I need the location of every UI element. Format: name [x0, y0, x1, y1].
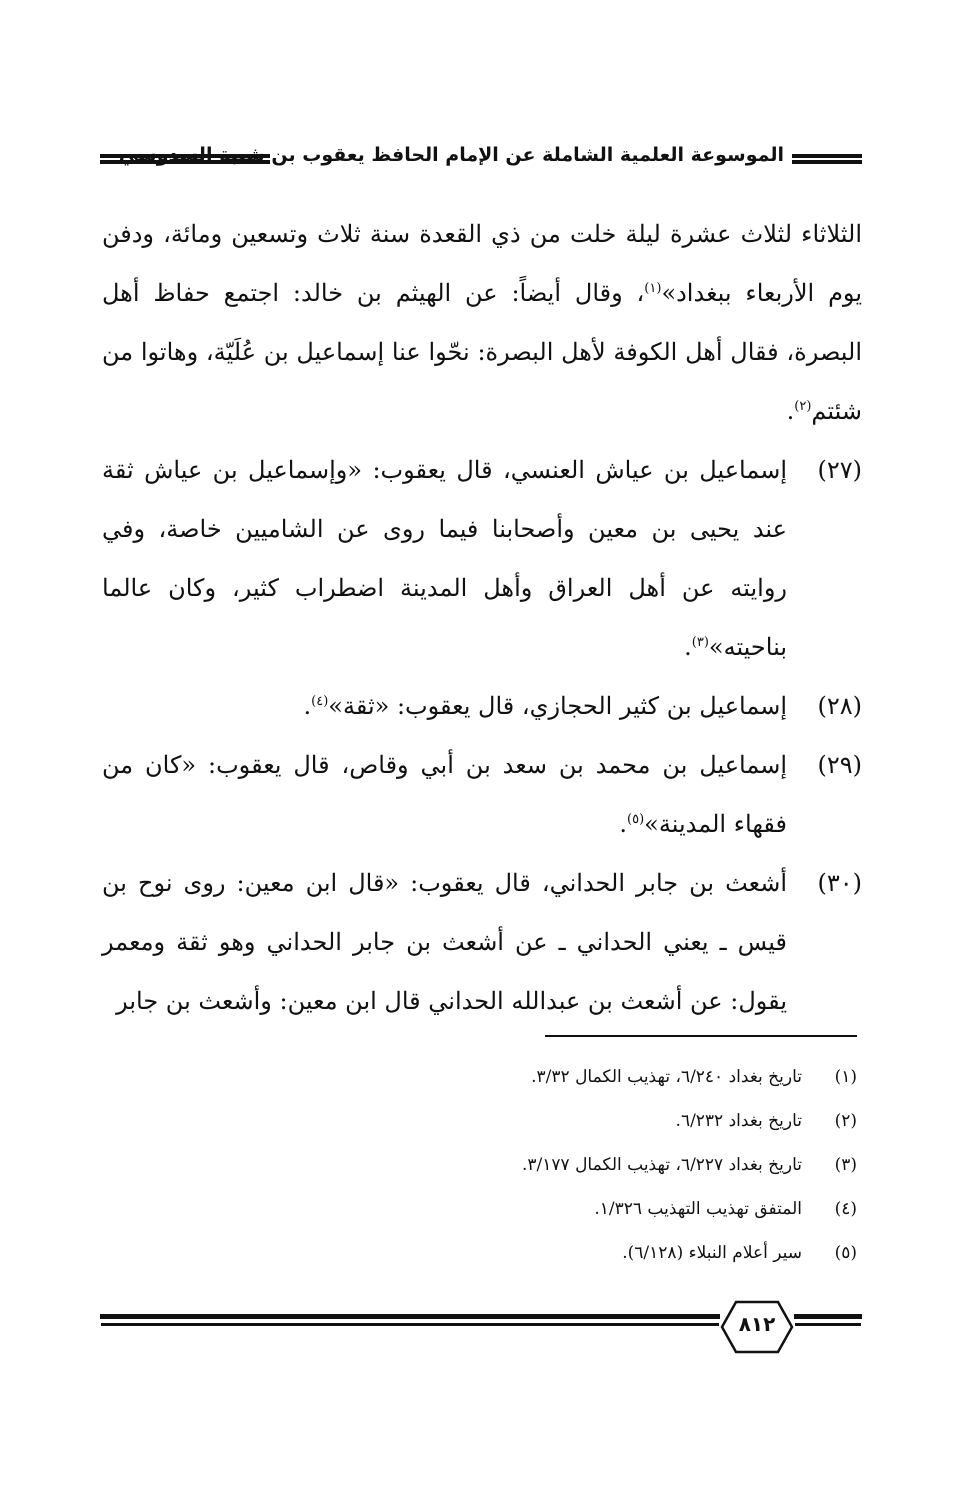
page-number: ٨١٢ [738, 1312, 776, 1336]
intro-paragraph [102, 205, 862, 441]
footnote-number: (١) [834, 1067, 857, 1087]
footnote-text: المتفق تهذيب التهذيب ١/٣٢٦. [594, 1199, 802, 1219]
footnote-ref: (٥) [627, 812, 645, 827]
footnote-ref: (٢) [794, 399, 812, 414]
footnote-ref: (١) [644, 281, 662, 296]
header-title: الموسوعة العلمية الشاملة عن الإمام الحافظ يعقوب بن شيبة السدوسي [118, 144, 784, 166]
entry-29 [102, 736, 862, 854]
page-footer [100, 1298, 862, 1358]
footnote-item [257, 1143, 857, 1187]
footnote-item [257, 1099, 857, 1143]
intro-text: الثلاثاء لثلاث عشرة ليلة خلت من ذي القعدة سنة ثلاث وتسعين ومائة، ودفن يوم الأربعاء ببغداد» [102, 220, 863, 307]
entry-body: أشعث بن جابر الحداني، قال يعقوب: «قال ابن معين: روى نوح بن قيس ـ يعني الحداني ـ عن أشعث بن جابر الحداني وهو ثقة ومعمر يقول: عن أشعث بن عبدالله الحداني قال ابن معين: وأشعث بن جابر [102, 869, 788, 1015]
entry-30 [102, 854, 862, 1031]
entry-28 [102, 677, 862, 736]
entry-number: (٢٧) [817, 456, 862, 484]
footnote-ref: (٣) [691, 635, 709, 650]
footnote-item [257, 1231, 857, 1275]
entry-number: (٢٨) [817, 692, 862, 720]
footnote-ref: (٤) [311, 694, 329, 709]
entry-body: إسماعيل بن كثير الحجازي، قال يعقوب: «ثقة» [328, 692, 787, 720]
entry-text [102, 441, 787, 677]
page-number-badge [720, 1298, 794, 1356]
footnote-number: (٢) [834, 1111, 857, 1131]
entry-body: إسماعيل بن محمد بن سعد بن أبي وقاص، قال يعقوب: «كان من فقهاء المدينة» [102, 751, 787, 838]
footnote-number: (٥) [834, 1243, 857, 1263]
entry-end: . [303, 692, 312, 720]
footnote-text: تاريخ بغداد ٦/٢٣٢. [675, 1111, 802, 1131]
footnotes [257, 1055, 857, 1275]
entry-27 [102, 441, 862, 677]
entry-end: . [684, 633, 692, 661]
footnote-number: (٤) [834, 1199, 857, 1219]
entry-end: . [619, 810, 628, 838]
entry-number: (٢٩) [817, 751, 862, 779]
main-text [102, 205, 862, 1031]
footnote-text: تاريخ بغداد ٦/٢٢٧، تهذيب الكمال ٣/١٧٧. [522, 1155, 802, 1175]
footnote-item [257, 1187, 857, 1231]
footer-rule [794, 1314, 862, 1319]
entry-text [102, 677, 787, 736]
entry-text [102, 736, 787, 854]
footnote-separator [545, 1035, 857, 1037]
footnote-text: سير أعلام النبلاء (٦/١٢٨). [622, 1243, 802, 1263]
footnote-number: (٣) [834, 1155, 857, 1175]
entry-number: (٣٠) [817, 869, 862, 897]
header-rule [792, 154, 862, 158]
footer-rule [100, 1314, 720, 1319]
intro-text-continued: ، وقال أيضاً: عن الهيثم بن خالد: اجتمع حفاظ أهل البصرة، فقال أهل الكوفة لأهل البصرة: نحّوا عنا إسماعيل بن عُلَيّة، وهاتوا من شئتم [102, 279, 862, 425]
footnote-item [257, 1055, 857, 1099]
entry-text [102, 854, 787, 1031]
running-header [100, 140, 862, 180]
footnote-text: تاريخ بغداد ٦/٢٤٠، تهذيب الكمال ٣/٣٢. [531, 1067, 802, 1087]
intro-end: . [786, 397, 795, 425]
entry-body: إسماعيل بن عياش العنسي، قال يعقوب: «وإسماعيل بن عياش ثقة عند يحيى بن معين وأصحابنا فيما روى عن الشاميين خاصة، وفي روايته عن أهل العراق وأهل المدينة اضطراب كثير، وكان عالما بناحيته» [102, 456, 787, 661]
